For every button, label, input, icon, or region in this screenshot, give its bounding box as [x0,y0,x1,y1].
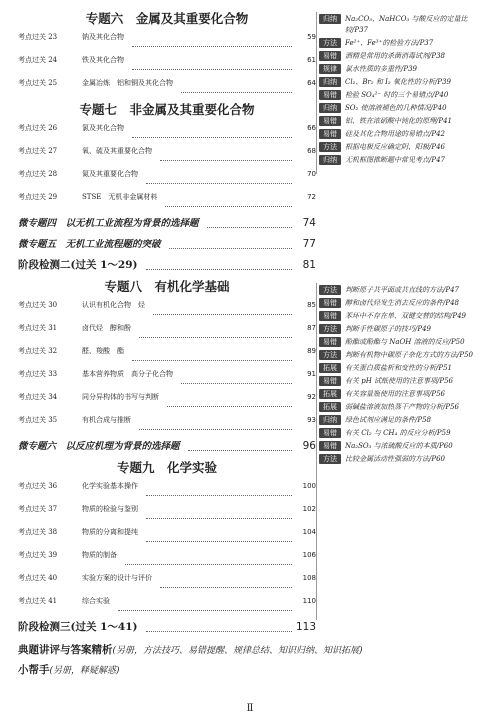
tip-badge: 拓展 [319,402,341,412]
toc-entry[interactable] [18,300,316,321]
micro-topic-entry[interactable] [18,234,316,255]
entry-code: 考点过关 37 [18,505,58,513]
entry-code: 考点过关 27 [18,147,58,155]
tip-text: 有关蛋白质盐析和变性的分析/P51 [345,364,452,372]
entry-title: 综合实验 [82,597,110,605]
tip-badge: 易错 [319,311,341,321]
entry-code: 考点过关 33 [18,370,58,378]
dot-leader [132,37,292,47]
dot-leader [139,328,292,338]
tip-badge: 拓展 [319,389,341,399]
toc-entry[interactable] [18,169,316,190]
entry-page: 110 [302,597,316,605]
entry-code: 考点过关 35 [18,416,58,424]
tip-text: Fe²⁺、Fe³⁺的检验方法/P37 [345,39,434,47]
dot-leader [146,622,292,632]
helper-note-title: 小帮手 [18,664,50,676]
dot-leader [160,151,292,161]
entry-page: 100 [302,482,316,490]
tip-badge: 归纳 [319,103,341,113]
tip-badge: 方法 [319,285,341,295]
entry-code: 考点过关 36 [18,482,58,490]
tip-badge: 易错 [319,298,341,308]
dot-leader [146,532,292,542]
tip-badge: 易错 [319,51,341,61]
tips-sidebar-1 [316,12,485,174]
helper-note-detail: (另册，释疑解惑) [49,666,120,676]
entry-title: 物质的制备 [82,551,117,559]
tip-text: 无机框图推断题中常见考点/P47 [345,156,445,164]
answer-note-detail: (另册，方法技巧、易错提醒、规律总结、知识归纳、知识拓展) [112,646,363,656]
dot-leader [181,83,292,93]
toc-entry[interactable] [18,504,316,525]
tip-item [317,415,485,426]
entry-title: 微专题五 无机工业流程题的突破 [18,239,161,250]
entry-title: 钠及其化合物 [82,33,124,41]
entry-page: 85 [307,301,316,309]
entry-page: 72 [307,193,316,201]
section-title: 专题六 金属及其重要化合物 [85,11,249,26]
section-title: 专题八 有机化学基础 [104,279,230,294]
entry-code: 考点过关 41 [18,597,58,605]
dot-leader [169,239,292,249]
entry-title: 卤代烃 醇和酚 [82,324,131,332]
tip-item [317,155,485,166]
dot-leader [146,486,292,496]
tip-item [317,311,485,322]
dot-leader [146,509,292,519]
tip-item [317,324,485,335]
toc-entry[interactable] [18,369,316,390]
tip-text: 判断手性碳原子的技巧/P49 [345,325,431,333]
tip-badge: 规律 [319,64,341,74]
section-title: 专题七 非金属及其重要化合物 [79,102,255,117]
entry-title: 基本营养物质 高分子化合物 [82,370,173,378]
tip-badge: 易错 [319,376,341,386]
tip-item [317,337,485,348]
dot-leader [167,397,292,407]
entry-title: 物质的检验与鉴别 [82,505,138,513]
entry-code: 考点过关 31 [18,324,58,332]
entry-code: 考点过关 23 [18,33,58,41]
entry-page: 64 [307,79,316,87]
entry-page: 70 [307,170,316,178]
entry-page: 89 [307,347,316,355]
tip-badge: 归纳 [319,415,341,425]
entry-page: 108 [302,574,316,582]
toc-entry[interactable] [18,596,316,617]
dot-leader [165,197,292,207]
tip-badge: 方法 [319,350,341,360]
tip-item [317,350,485,361]
entry-title: 阶段检测三(过关 1～41) [18,621,138,633]
tip-text: 检验 SO₄²⁻ 时的三个易错点/P40 [345,91,449,99]
entry-code: 考点过关 29 [18,193,58,201]
entry-page: 113 [296,621,317,633]
helper-note [18,660,488,680]
tip-badge: 易错 [319,116,341,126]
tip-text: Cl₂、Br₂ 和 I₂ 氧化性的分析/P39 [345,78,451,86]
stage-test-entry[interactable] [18,255,316,276]
answer-note [18,640,488,660]
entry-title: 铁及其化合物 [82,56,124,64]
dot-leader [132,351,292,361]
tip-item [317,402,485,413]
entry-title: 阶段检测二(过关 1～29) [18,259,138,271]
tip-text: 铝、铁在浓硝酸中钝化的原理/P41 [345,117,452,125]
entry-title: 同分异构体的书写与判断 [82,393,159,401]
entry-page: 93 [307,416,316,424]
toc-entry[interactable] [18,78,316,99]
toc-entry[interactable] [18,550,316,571]
tip-text: 氯水性质的多重性/P39 [345,65,417,73]
entry-code: 考点过关 24 [18,56,58,64]
tip-text: 醇和卤代烃发生消去反应的条件/P48 [345,299,459,307]
tip-text: 有关 pH 试纸使用的注意事项/P56 [345,377,454,385]
entry-title: 氮及其重要化合物 [82,170,138,178]
entry-page: 68 [307,147,316,155]
toc-entry[interactable] [18,346,316,367]
micro-topic-entry[interactable] [18,213,316,234]
entry-page: 77 [302,238,316,250]
tip-badge: 方法 [319,324,341,334]
toc-entry[interactable] [18,481,316,502]
entry-title: 氧、硫及其重要化合物 [82,147,152,155]
entry-page: 91 [307,370,316,378]
entry-title: 有机合成与推断 [82,416,131,424]
entry-code: 考点过关 39 [18,551,58,559]
tip-badge: 易错 [319,90,341,100]
dot-leader [118,601,292,611]
entry-page: 102 [302,505,316,513]
entry-page: 66 [307,124,316,132]
tip-item [317,389,485,400]
tip-text: 酚酯或酚酯与 NaOH 溶液的反应/P50 [345,338,465,346]
tip-item [317,129,485,140]
tip-badge: 方法 [319,38,341,48]
tip-badge: 方法 [319,142,341,152]
tip-text: 弱碱盐溶液加热蒸干产物的分析/P56 [345,403,459,411]
tip-text: 绿色试剂应满足的条件/P58 [345,416,431,424]
entry-code: 考点过关 34 [18,393,58,401]
dot-leader [132,60,292,70]
toc-left-column [18,8,316,638]
entry-title: 醛、羧酸 酯 [82,347,124,355]
dot-leader [146,260,292,270]
tip-item [317,77,485,88]
bottom-notes [18,640,488,680]
tip-text: 判断有机物中碳原子杂化方式的方法/P50 [345,351,473,359]
tip-text: 硅及其化合物用途的易错点/P42 [345,130,445,138]
tip-text: SO₂ 使溶液褪色的几种情况/P40 [345,104,447,112]
dot-leader [146,174,292,184]
tip-item [317,116,485,127]
tip-badge: 归纳 [319,155,341,165]
tip-text: Na₂SO₃ 与浓硫酸反应的本质/P60 [345,442,453,450]
dot-leader [188,441,292,451]
toc-entry[interactable] [18,146,316,167]
tip-text: 有关 Cl₂ 与 CH₄ 的反应分析/P59 [345,429,451,437]
tip-item [317,454,485,465]
dot-leader [181,374,292,384]
toc-entry[interactable] [18,55,316,76]
tip-badge: 易错 [319,441,341,451]
dot-leader [207,218,292,228]
tip-badge: 方法 [319,454,341,464]
tip-badge: 易错 [319,337,341,347]
tips-sidebar-2 [316,283,485,620]
entry-title: 认识有机化合物 烃 [82,301,145,309]
entry-code: 考点过关 30 [18,301,58,309]
tip-item [317,363,485,374]
dot-leader [125,555,292,565]
toc-entry[interactable] [18,192,316,213]
entry-page: 87 [307,324,316,332]
tip-badge: 易错 [319,129,341,139]
toc-entry[interactable] [18,573,316,594]
entry-page: 92 [307,393,316,401]
entry-page: 61 [307,56,316,64]
tip-item [317,51,485,62]
entry-code: 考点过关 26 [18,124,58,132]
tip-item [317,38,485,49]
dot-leader [139,420,292,430]
tip-item [317,14,485,36]
entry-code: 考点过关 40 [18,574,58,582]
tip-item [317,376,485,387]
entry-title: 实验方案的设计与评价 [82,574,152,582]
dot-leader [153,305,292,315]
tip-text: Na₂CO₃、NaHCO₃ 与酸反应的定量比较/P37 [345,15,468,34]
entry-title: 化学实验基本操作 [82,482,138,490]
page-number: Ⅱ [246,703,254,714]
entry-code: 考点过关 25 [18,79,58,87]
tip-item [317,90,485,101]
tip-text: 酒精是常用的杀菌消毒试剂/P38 [345,52,445,60]
toc-entry[interactable] [18,415,316,436]
tip-item [317,298,485,309]
tip-item [317,103,485,114]
entry-code: 考点过关 28 [18,170,58,178]
entry-title: 氯及其化合物 [82,124,124,132]
entry-page: 106 [302,551,316,559]
entry-page: 104 [302,528,316,536]
tip-badge: 易错 [319,428,341,438]
entry-page: 59 [307,33,316,41]
tip-item [317,428,485,439]
entry-code: 考点过关 38 [18,528,58,536]
toc-entry[interactable] [18,123,316,144]
tip-item [317,64,485,75]
tip-badge: 拓展 [319,363,341,373]
entry-title: 物质的分离和提纯 [82,528,138,536]
entry-title: 微专题六 以反应机理为背景的选择题 [18,441,180,452]
tip-item [317,142,485,153]
tip-item [317,441,485,452]
tip-text: 有关容量瓶使用的注意事项/P56 [345,390,445,398]
entry-page: 96 [302,440,316,452]
stage-test-entry[interactable] [18,617,316,638]
toc-entry[interactable] [18,527,316,548]
tip-badge: 归纳 [319,14,341,24]
entry-title: 金属冶炼 铝和铜及其化合物 [82,79,173,87]
micro-topic-entry[interactable] [18,436,316,457]
entry-page: 81 [302,259,316,271]
dot-leader [132,128,292,138]
section-title: 专题九 化学实验 [116,460,217,475]
tip-text: 比较金属活动性强弱的方法/P60 [345,455,445,463]
toc-entry[interactable] [18,392,316,413]
tip-text: 苯环中不存在单、双键交替的结构/P49 [345,312,466,320]
toc-entry[interactable] [18,32,316,53]
dot-leader [160,578,292,588]
tip-badge: 归纳 [319,77,341,87]
entry-code: 考点过关 32 [18,347,58,355]
entry-title: 微专题四 以无机工业流程为背景的选择题 [18,218,199,229]
entry-title: STSE 无机非金属材料 [82,193,158,201]
tip-item [317,285,485,296]
entry-page: 74 [302,217,316,229]
tip-text: 判断原子共平面或共直线的方法/P47 [345,286,459,294]
answer-note-title: 典题讲评与答案精析 [18,644,113,656]
tip-text: 根据电极反应确定阴、阳极/P46 [345,143,445,151]
toc-entry[interactable] [18,323,316,344]
